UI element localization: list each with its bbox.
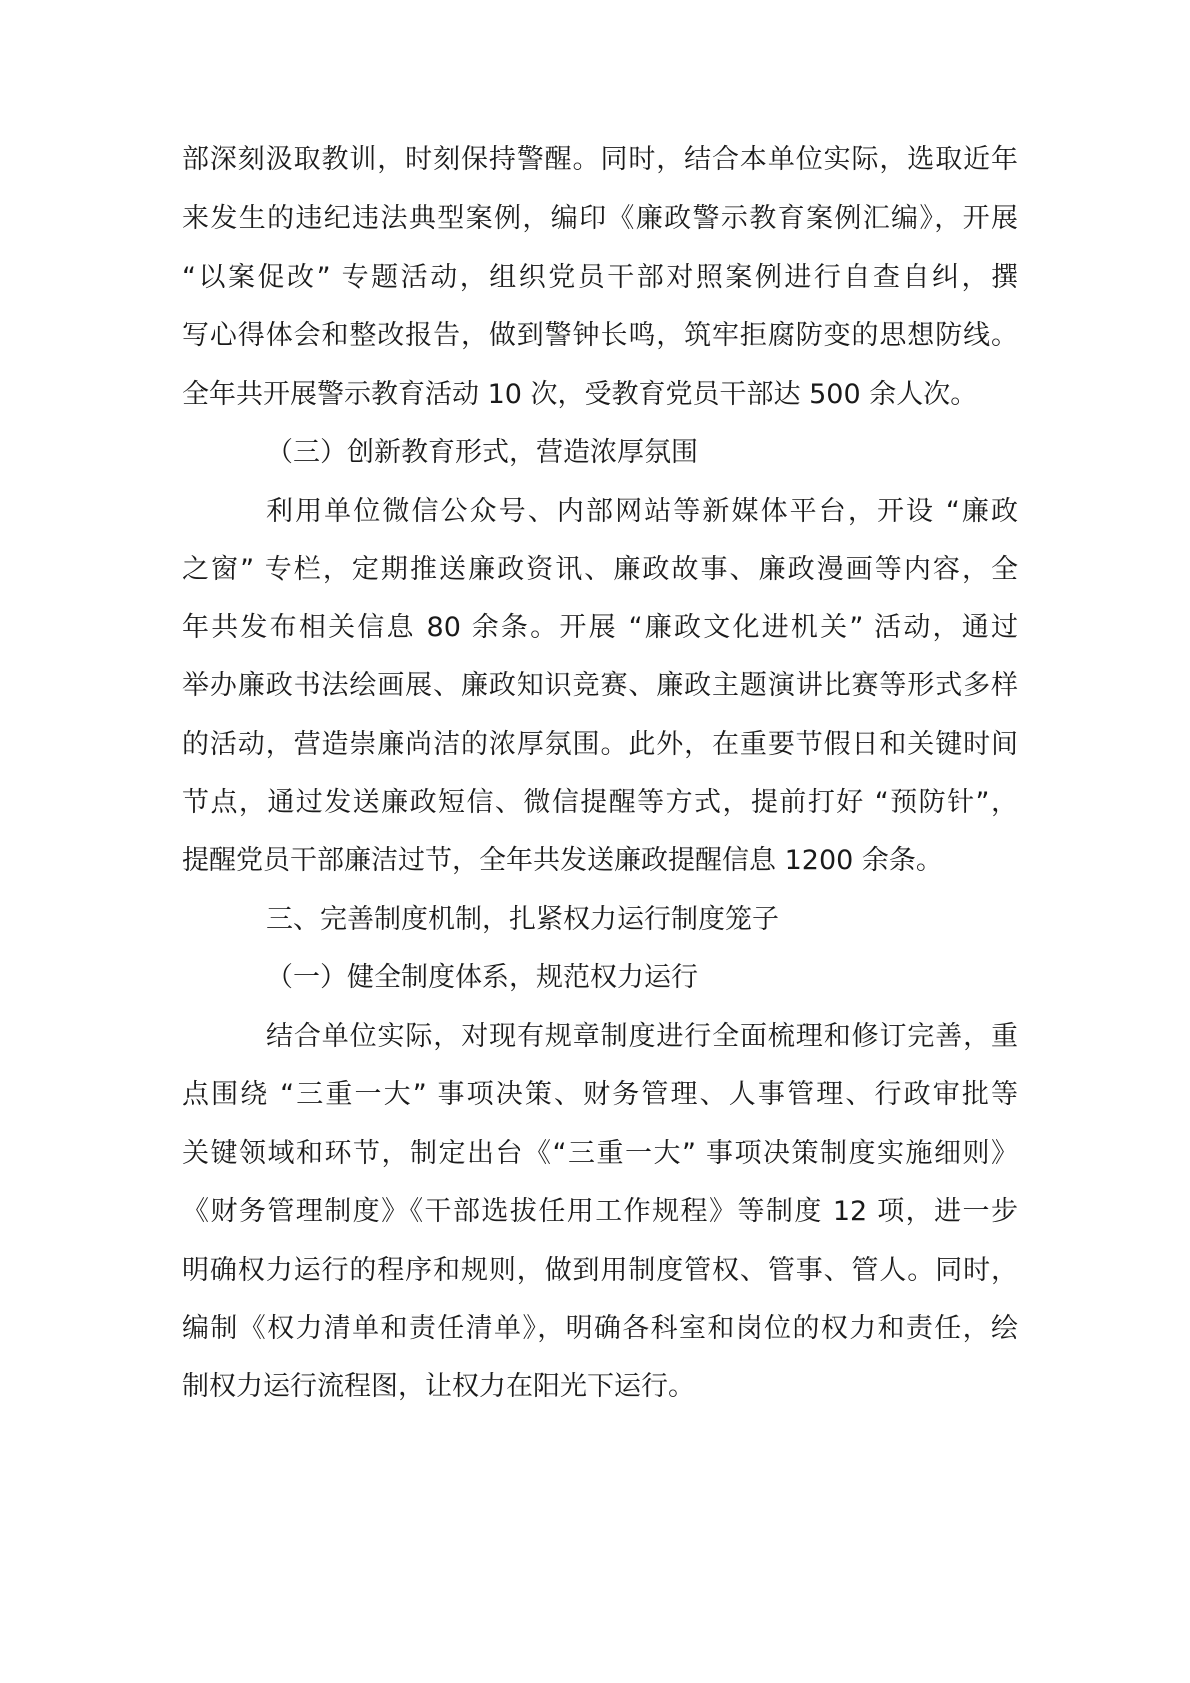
paragraph-line: 关键领域和环节，制定出台《“三重一大” 事项决策制度实施细则》 xyxy=(182,1138,1018,1169)
chapter-heading: 三、完善制度机制，扎紧权力运行制度笼子 xyxy=(266,904,779,935)
paragraph-line: 结合单位实际，对现有规章制度进行全面梳理和修订完善，重 xyxy=(266,1021,1018,1052)
paragraph-line: 之窗” 专栏，定期推送廉政资讯、廉政故事、廉政漫画等内容，全 xyxy=(182,554,1018,585)
paragraph-line: 全年共开展警示教育活动 10 次，受教育党员干部达 500 余人次。 xyxy=(182,379,978,410)
paragraph-line: 提醒党员干部廉洁过节，全年共发送廉政提醒信息 1200 余条。 xyxy=(182,845,943,876)
section-heading: （一）健全制度体系，规范权力运行 xyxy=(266,962,698,993)
paragraph-line: 节点，通过发送廉政短信、微信提醒等方式，提前打好 “预防针”， xyxy=(182,787,1018,818)
paragraph-line: 点围绕 “三重一大” 事项决策、财务管理、人事管理、行政审批等 xyxy=(182,1079,1018,1110)
paragraph-line: 明确权力运行的程序和规则，做到用制度管权、管事、管人。同时， xyxy=(182,1255,1018,1286)
paragraph-line: 《财务管理制度》《干部选拔任用工作规程》等制度 12 项，进一步 xyxy=(182,1196,1018,1227)
paragraph-line: 利用单位微信公众号、内部网站等新媒体平台，开设 “廉政 xyxy=(266,496,1018,527)
paragraph-line: 年共发布相关信息 80 余条。开展 “廉政文化进机关” 活动，通过 xyxy=(182,612,1018,643)
paragraph-line: 写心得体会和整改报告，做到警钟长鸣，筑牢拒腐防变的思想防线。 xyxy=(182,320,1018,351)
paragraph-line: 制权力运行流程图，让权力在阳光下运行。 xyxy=(182,1371,695,1402)
paragraph-line: 的活动，营造崇廉尚洁的浓厚氛围。此外，在重要节假日和关键时间 xyxy=(182,729,1018,760)
paragraph-line: “以案促改” 专题活动，组织党员干部对照案例进行自查自纠，撰 xyxy=(182,262,1018,293)
paragraph-line: 部深刻汲取教训，时刻保持警醒。同时，结合本单位实际，选取近年 xyxy=(182,144,1018,175)
paragraph-line: 编制《权力清单和责任清单》，明确各科室和岗位的权力和责任，绘 xyxy=(182,1313,1018,1344)
paragraph-line: 来发生的违纪违法典型案例，编印《廉政警示教育案例汇编》，开展 xyxy=(182,203,1018,234)
paragraph-line: 举办廉政书法绘画展、廉政知识竞赛、廉政主题演讲比赛等形式多样 xyxy=(182,670,1018,701)
section-heading: （三）创新教育形式，营造浓厚氛围 xyxy=(266,437,698,468)
